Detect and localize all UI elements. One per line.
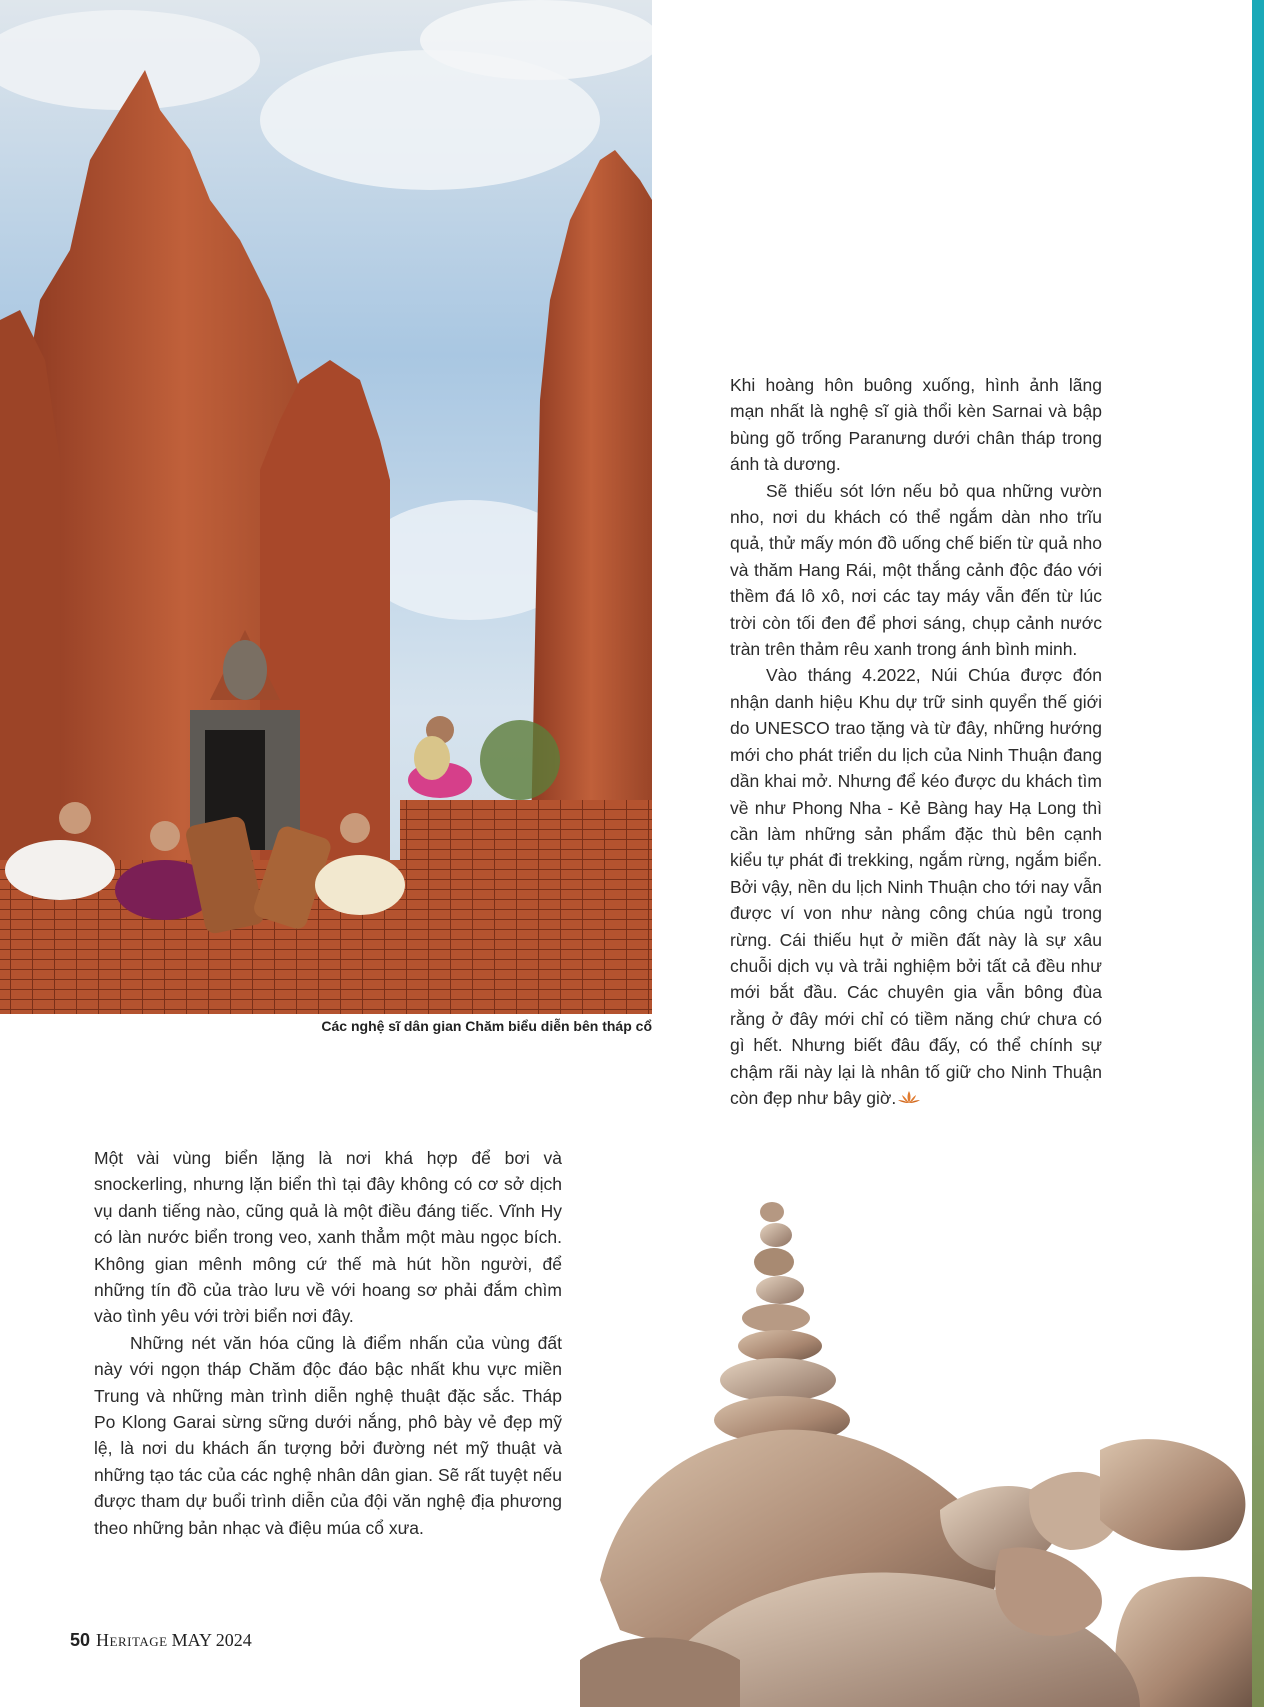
issue-date: MAY 2024 xyxy=(171,1630,252,1650)
magazine-name: Heritage xyxy=(96,1630,168,1650)
paragraph: Sẽ thiếu sót lớn nếu bỏ qua những vườn nho, nơi du khách có thể ngắm dàn nho trĩu quả, thử mấy món đồ uống chế biến từ quả nho và thăm Hang Rái, một thắng cảnh độc đáo với thềm đá lô xô, nơi các tay máy vẫn đến từ lúc trời còn tối đen để phơi sáng, chụp cảnh nước tràn trên thảm rêu xanh trong ánh bình minh. xyxy=(730,480,1102,660)
paragraph: Một vài vùng biển lặng là nơi khá hợp để bơi và snockerling, nhưng lặn biển thì tại đây không có cơ sở dịch vụ danh tiếng nào, cũng quả là một điều đáng tiếc. Vĩnh Hy có làn nước biển trong veo, xanh thẳm một màu ngọc bích. Không gian mênh mông cứ thế mà hút hồn người, để những tín đồ của trào lưu về với hoang sơ phải đắm chìm vào tình yêu với trời biển nơi đây. xyxy=(94,1148,562,1327)
cham-tower-illustration xyxy=(0,0,652,1014)
article-column-left xyxy=(94,1145,562,1541)
paragraph: Vào tháng 4.2022, Núi Chúa được đón nhận danh hiệu Khu dự trữ sinh quyển thế giới do UNESCO trao tặng và từ đây, những hướng mới cho phát triển du lịch của Ninh Thuận đang dần khai mở. Nhưng để kéo được du khách tìm về như Phong Nha - Kẻ Bàng hay Hạ Long thì cần làm những sản phẩm đặc thù bên cạnh kiểu tự phát đi trekking, ngắm rừng, ngắm biển. Bởi vậy, nền du lịch Ninh Thuận cho tới nay vẫn được ví von như nàng công chúa ngủ trong rừng. Cái thiếu hụt ở miền đất này là sự xâu chuỗi dịch vụ và trải nghiệm bởi tất cả đều như mới bắt đầu. Các chuyên gia vẫn bông đùa rằng ở đây mới chỉ có tiềm năng chứ chưa có gì hết. Nhưng biết đâu đấy, có thể chính sự chậm rãi này lại là nhân tố giữ cho Ninh Thuận còn đẹp như bây giờ. xyxy=(730,665,1102,1108)
lotus-end-icon xyxy=(898,1090,920,1104)
page-number: 50 xyxy=(70,1630,91,1650)
photo-caption: Các nghệ sĩ dân gian Chăm biểu diễn bên tháp cổ xyxy=(321,1018,652,1034)
paragraph: Khi hoàng hôn buông xuống, hình ảnh lãng mạn nhất là nghệ sĩ già thổi kèn Sarnai và bập bùng gõ trống Paranưng dưới chân tháp trong ánh tà dương. xyxy=(730,375,1102,475)
stacked-rocks-illustration xyxy=(580,1190,1252,1707)
page-footer xyxy=(70,1630,252,1651)
page-edge-strip xyxy=(1252,0,1264,1707)
stacked-rocks-photo xyxy=(580,1190,1252,1707)
article-column-right xyxy=(730,372,1102,1111)
paragraph: Những nét văn hóa cũng là điểm nhấn của vùng đất này với ngọn tháp Chăm độc đáo bậc nhất khu vực miền Trung và những màn trình diễn nghệ thuật đặc sắc. Tháp Po Klong Garai sừng sững dưới nắng, phô bày vẻ đẹp mỹ lệ, là nơi du khách ấn tượng bởi đường nét mỹ thuật và những tạo tác của các nghệ nhân dân gian. Sẽ rất tuyệt nếu được tham dự buổi trình diễn của đội văn nghệ địa phương theo những bản nhạc và điệu múa cổ xưa. xyxy=(94,1332,562,1538)
paragraph-with-endmark xyxy=(730,662,1102,1111)
cham-tower-photo xyxy=(0,0,652,1014)
